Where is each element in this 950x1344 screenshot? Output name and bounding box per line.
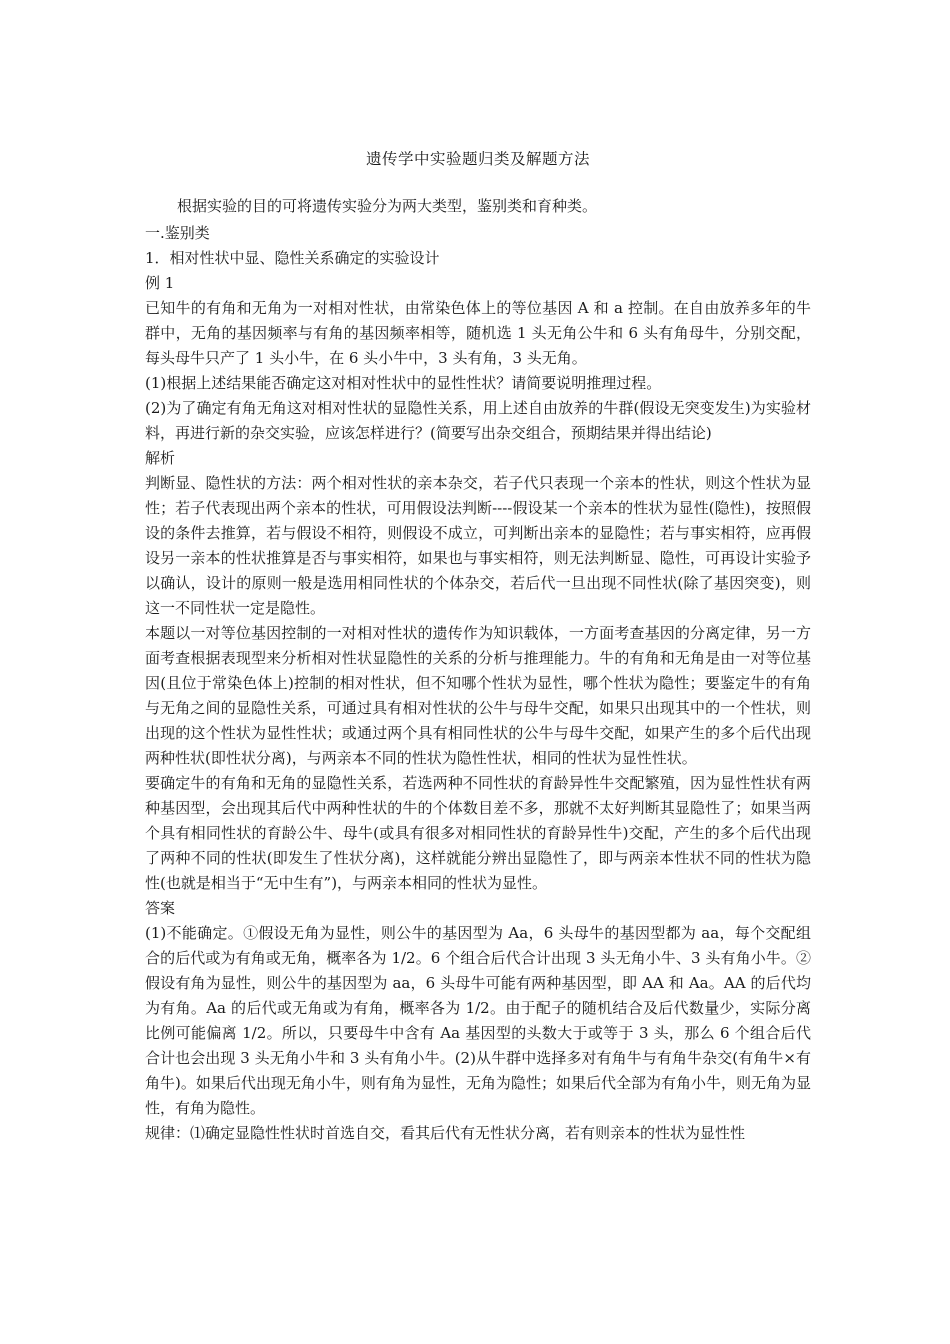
analysis-paragraph-3: 要确定牛的有角和无角的显隐性关系，若选两种不同性状的育龄异性牛交配繁殖，因为显性性状有两种基因型，会出现其后代中两种性状的牛的个体数目差不多，那就不太好判断其显隐性了；如果当两个具有相同性状的育龄公牛、母牛(或具有很多对相同性状的育龄异性牛)交配，产生的多个后代出现了两种不同的性状(即发生了性状分离)，这样就能分辨出显隐性了，即与两亲本性状不同的性状为隐性(也就是相当于“无中生有”)，与两亲本相同的性状为显性。 <box>145 774 811 892</box>
document-page <box>145 148 811 1146</box>
subsection-heading: 1．相对性状中显、隐性关系确定的实验设计 <box>145 249 440 267</box>
answer-label: 答案 <box>145 899 176 917</box>
analysis-paragraph-1: 判断显、隐性状的方法：两个相对性状的亲本杂交，若子代只表现一个亲本的性状，则这个性状为显性；若子代表现出两个亲本的性状，可用假设法判断----假设某一个亲本的性状为显性(隐性)，按照假设的条件去推算，若与假设不相符，则假设不成立，可判断出亲本的显隐性；若与事实相符，应再假设另一亲本的性状推算是否与事实相符，如果也与事实相符，则无法判断显、隐性，可再设计实验予以确认，设计的原则一般是选用相同性状的个体杂交，若后代一旦出现不同性状(除了基因突变)，则这一不同性状一定是隐性。 <box>145 474 811 617</box>
question-1: (1)根据上述结果能否确定这对相对性状中的显性性状？请简要说明推理过程。 <box>145 374 662 392</box>
analysis-paragraph-2: 本题以一对等位基因控制的一对相对性状的遗传作为知识载体，一方面考查基因的分离定律，另一方面考查根据表现型来分析相对性状显隐性的关系的分析与推理能力。牛的有角和无角是由一对等位基因(且位于常染色体上)控制的相对性状，但不知哪个性状为显性，哪个性状为隐性；要鉴定牛的有角与无角之间的显隐性关系，可通过具有相对性状的公牛与母牛交配，如果只出现其中的一个性状，则出现的这个性状为显性性状；或通过两个具有相同性状的公牛与母牛交配，如果产生的多个后代出现两种性状(即性状分离)，与两亲本不同的性状为隐性性状，相同的性状为显性性状。 <box>145 624 811 767</box>
question-2: (2)为了确定有角无角这对相对性状的显隐性关系，用上述自由放养的牛群(假设无突变发生)为实验材料，再进行新的杂交实验，应该怎样进行？(简要写出杂交组合，预期结果并得出结论) <box>145 399 811 442</box>
example-text: 已知牛的有角和无角为一对相对性状，由常染色体上的等位基因 A 和 a 控制。在自由放养多年的牛群中，无角的基因频率与有角的基因频率相等，随机选 1 头无角公牛和 6 头有角母牛，分别交配，每头母牛只产了 1 头小牛，在 6 头小牛中，3 头有角，3 头无角。 <box>145 299 811 367</box>
answer-text: (1)不能确定。①假设无角为显性，则公牛的基因型为 Aa，6 头母牛的基因型都为 aa，每个交配组合的后代或为有角或无角，概率各为 1/2。6 个组合后代合计出现 3 头无角小牛、3 头有角小牛。②假设有角为显性，则公牛的基因型为 aa，6 头母牛可能有两种基因型，即 AA 和 Aa。AA 的后代均为有角。Aa 的后代或无角或为有角，概率各为 1/2。由于配子的随机结合及后代数量少，实际分离比例可能偏离 1/2。所以，只要母牛中含有 Aa 基因型的头数大于或等于 3 头，那么 6 个组合后代合计也会出现 3 头无角小牛和 3 头有角小牛。(2)从牛群中选择多对有角牛与有角牛杂交(有角牛×有角牛)。如果后代出现无角小牛，则有角为显性，无角为隐性；如果后代全部为有角小牛，则无角为显性，有角为隐性。 <box>145 924 811 1117</box>
intro-paragraph: 根据实验的目的可将遗传实验分为两大类型，鉴别类和育种类。 <box>177 197 598 215</box>
document-title: 遗传学中实验题归类及解题方法 <box>365 150 590 168</box>
analysis-label: 解析 <box>145 449 176 467</box>
example-label: 例 1 <box>145 274 175 292</box>
section-heading: 一.鉴别类 <box>145 224 210 242</box>
rule-text: 规律：⑴确定显隐性性状时首选自交，看其后代有无性状分离，若有则亲本的性状为显性性 <box>145 1124 746 1142</box>
